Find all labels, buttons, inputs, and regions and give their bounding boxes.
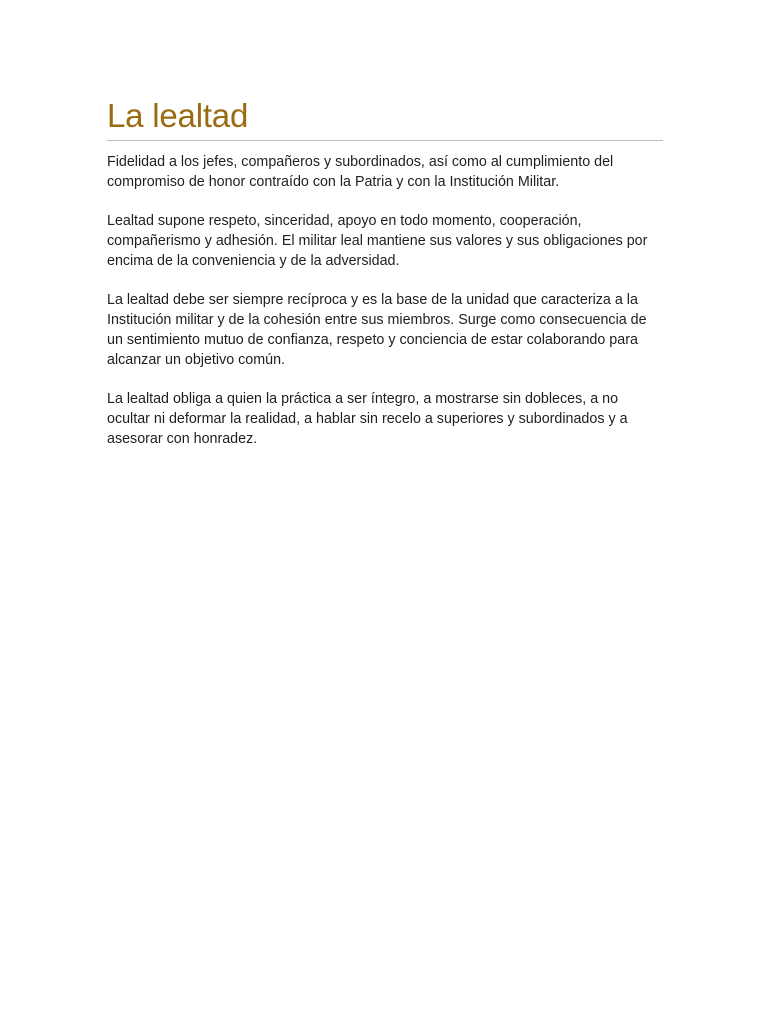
paragraph-3: La lealtad debe ser siempre recíproca y es la base de la unidad que caracteriza a la Institución militar y de la cohesión entre sus miembros. Surge como consecuencia de un sentimiento mutuo de confianza, respeto y conciencia de estar colaborando para alcanzar un objetivo común. — [107, 292, 647, 368]
page-title: La lealtad — [107, 97, 249, 134]
paragraph-2: Lealtad supone respeto, sinceridad, apoyo en todo momento, cooperación, compañerismo y adhesión. El militar leal mantiene sus valores y sus obligaciones por encima de la conveniencia y de la adversidad. — [107, 213, 648, 269]
title-divider — [107, 140, 663, 141]
document-content — [107, 96, 663, 468]
paragraph-4: La lealtad obliga a quien la práctica a ser íntegro, a mostrarse sin dobleces, a no ocultar ni deformar la realidad, a hablar sin recelo a superiores y subordinados y a asesorar con honradez. — [107, 391, 628, 447]
paragraph-1: Fidelidad a los jefes, compañeros y subordinados, así como al cumplimiento del compromiso de honor contraído con la Patria y con la Institución Militar. — [107, 154, 614, 190]
